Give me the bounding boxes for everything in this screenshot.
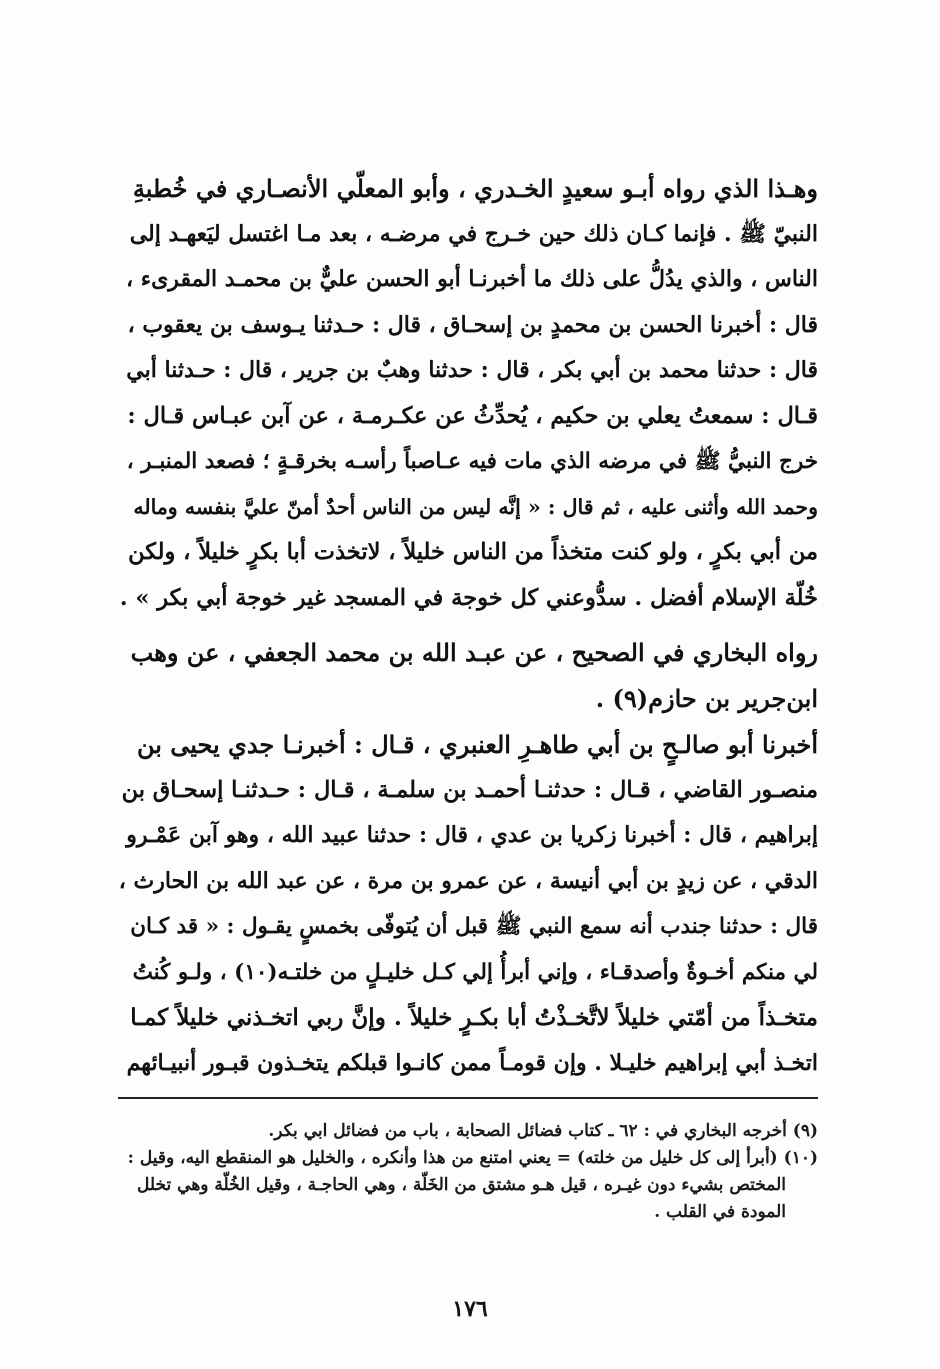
text-line: الناس ، والذي يدُلُّ على ذلك ما أخبرنـا أبو الحسن عليٌّ بن محمـد المقرىء ، — [125, 266, 818, 292]
footnotes — [118, 1118, 818, 1226]
text-line: منصـور القاضي ، قـال : حدثنـا أحمـد بن سلمـة ، قـال : حـدثنـا إسحـاق بن — [121, 776, 818, 803]
text-line: رواه البخاري في الصحيح ، عن عبـد الله بن محمد الجعفي ، عن وهب — [130, 638, 818, 667]
text-line: خرج النبيُّ ﷺ في مرضه الذي مات فيه عـاصباً رأسـه بخرقـةٍ ؛ فصعد المنبـر ، — [126, 449, 818, 474]
text-line: إبراهيم ، قال : أخبرنا زكريا بن عدي ، قال : حدثنا عبيد الله ، وهو آبن عَمْـرو — [126, 822, 818, 848]
footnote-10-line-3: المودة في القلب . — [654, 1202, 786, 1222]
footnote-10-line-1: (١٠) (أبرأ إلى كل خليل من خلته) = يعني امتنع من هذا وأنكره ، والخليل هو المنقطع اليه، وقيل : — [127, 1148, 818, 1168]
text-line: ابن‌جرير بن حازم(٩) . — [595, 683, 818, 713]
text-line: اتخـذ أبي إبراهيم خليـلا . وإن قومـاً ممن كانـوا قبلكم يتخـذون قبـور أنبيـائهم — [126, 1049, 818, 1076]
footnote-10-line-2: المختص بشيء دون غيـره ، قيل هـو مشتق من الخَلّة ، وهي الحاجـة ، وقيل الخُلّة وهي تخلل — [137, 1175, 786, 1195]
text-line: أخبرنا أبو صالـحٍ بن أبي طاهـرِ العنبري ، قـال : أخبرنـا جدي يحيى بن — [136, 730, 818, 759]
page-number: ١٧٦ — [452, 1296, 488, 1322]
text-line: وحمد الله وأثنى عليه ، ثم قال : « إنَّه ليس من الناس أحدٌ أمنّ عليَّ بنفسه وماله — [133, 494, 818, 519]
text-line: قال : حدثنا محمد بن أبي بكر ، قال : حدثنا وهبٌ بن جرير ، قال : حـدثنا أبي — [126, 357, 818, 383]
footnote-divider — [118, 1097, 818, 1099]
text-line: لي منكم أخـوةٌ وأصدقـاء ، وإني أبرأُ إلي كـل خليـلٍ من خلتـه(١٠) ، ولـو كُنتُ — [132, 959, 818, 985]
text-line: خُلّة الإسلام أفضل . سدُّوعني كل خوجة في المسجد غير خوجة أبي بكر » . — [119, 584, 818, 611]
paragraph-1 — [118, 166, 818, 621]
text-line: وهـذا الذي رواه أبـو سعيدٍ الخـدري ، وأبو المعلّي الأنصـاري في خُطبةِ — [132, 174, 818, 203]
text-line: قال : حدثنا جندب أنه سمع النبي ﷺ قبل أن يُتوفّى بخمسٍ يقـول : « قد كـان — [130, 914, 818, 939]
text-line: النبيّ ﷺ . فإنما كـان ذلك حين خـرج في مرضـه ، بعد مـا اغتسل ليَعهـد إلى — [129, 220, 818, 247]
text-line: من أبي بكرٍ ، ولو كنت متخذاً من الناس خليلاً ، لاتخذت أبا بكرٍ خليلاً ، ولكن — [128, 539, 818, 565]
text-line: الدقي ، عن زيدٍ بن أبي أنيسة ، عن عمرو بن مرة ، عن عبد الله بن الحارث ، — [118, 867, 818, 894]
text-line: قال : أخبرنا الحسن بن محمدٍ بن إسحـاق ، قال : حـدثنا يـوسف بن يعقوب ، — [127, 311, 818, 338]
paragraph-3 — [118, 722, 818, 1086]
text-line: قـال : سمعتُ يعلي بن حكيم ، يُحدِّثُ عن عكـرمـة ، عن آبن عبـاس قـال : — [127, 402, 818, 429]
paragraph-2 — [118, 630, 818, 721]
text-line: متخـذاً من أمّتي خليلاً لاتَّخـذْتُ أبا بكـرٍ خليلاً . وإنَّ ربي اتخـذني خليلاً كمـا — [130, 1004, 818, 1031]
footnote-9: (٩) أخرجه البخاري في : ٦٢ ـ كتاب فضائل الصحابة ، باب من فضائل ابي بكر. — [268, 1121, 818, 1141]
